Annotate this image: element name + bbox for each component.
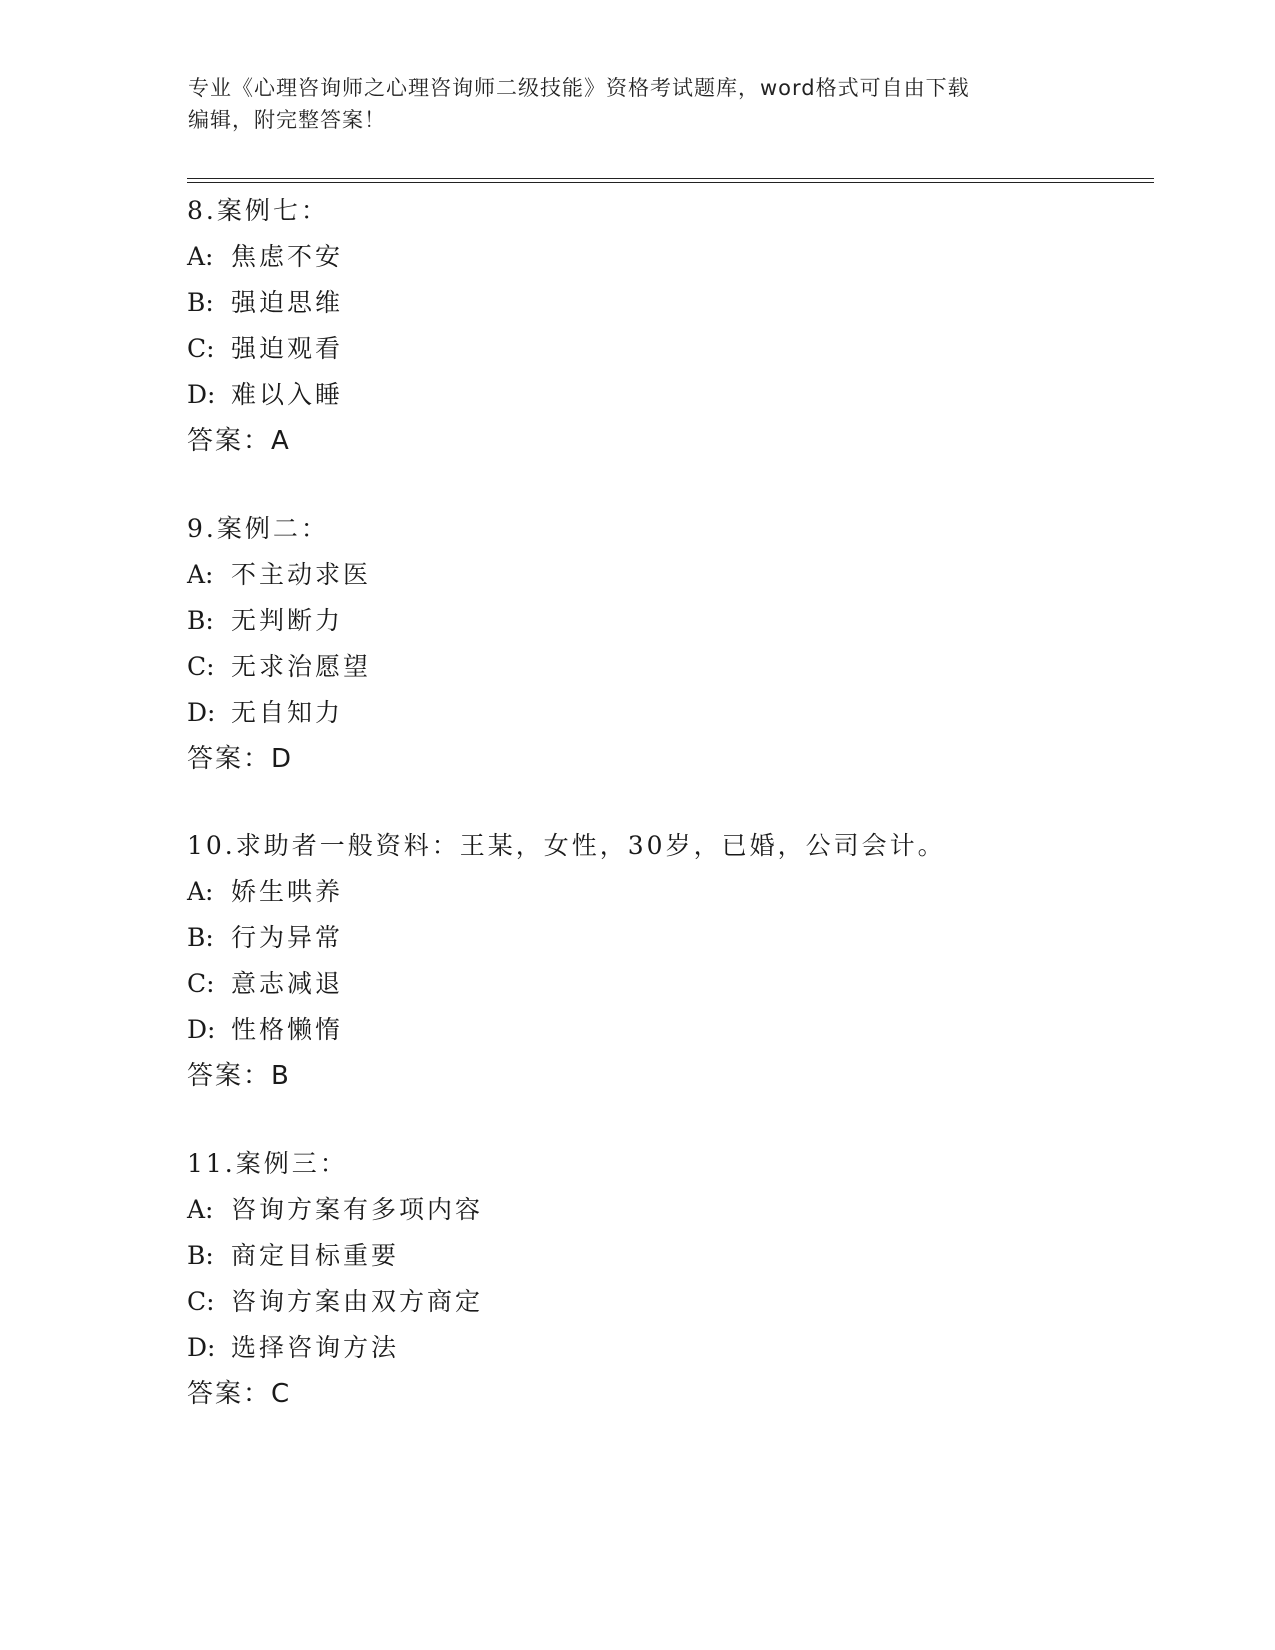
header-rule-top <box>187 178 1154 179</box>
header-line-2: 编辑，附完整答案！ <box>188 108 386 132</box>
question-block <box>187 188 1147 464</box>
option-a <box>187 1187 1147 1233</box>
option-b <box>187 1233 1147 1279</box>
header-rule-bottom <box>187 182 1154 183</box>
option-c <box>187 644 1147 690</box>
option-text: 行为异常 <box>231 923 344 952</box>
option-d <box>187 1007 1147 1053</box>
option-text: 强迫思维 <box>231 288 344 317</box>
option-key: D: <box>187 698 216 727</box>
option-key: C: <box>187 334 215 363</box>
option-key: D: <box>187 1015 216 1044</box>
option-d <box>187 372 1147 418</box>
option-a <box>187 869 1147 915</box>
option-c <box>187 961 1147 1007</box>
answer-line: 答案：C <box>187 1379 292 1409</box>
option-key: D: <box>187 380 216 409</box>
option-text: 咨询方案由双方商定 <box>231 1287 484 1316</box>
question-stem: 8.案例七： <box>187 196 329 225</box>
document-header <box>188 72 1088 136</box>
option-key: A: <box>187 560 214 589</box>
option-key: A: <box>187 877 214 906</box>
option-text: 娇生哄养 <box>231 877 344 906</box>
option-a <box>187 234 1147 280</box>
option-key: D: <box>187 1333 216 1362</box>
option-key: B: <box>187 606 214 635</box>
option-key: A: <box>187 242 214 271</box>
question-block <box>187 823 1147 1099</box>
option-key: B: <box>187 288 214 317</box>
option-b <box>187 598 1147 644</box>
option-text: 无自知力 <box>231 698 344 727</box>
option-text: 无求治愿望 <box>231 652 372 681</box>
option-key: B: <box>187 923 214 952</box>
question-stem: 11.案例三： <box>187 1149 348 1178</box>
option-key: A: <box>187 1195 214 1224</box>
answer-line: 答案：A <box>187 426 291 456</box>
question-stem: 9.案例二： <box>187 514 329 543</box>
answer-line: 答案：D <box>187 744 294 774</box>
option-a <box>187 552 1147 598</box>
option-text: 咨询方案有多项内容 <box>231 1195 484 1224</box>
header-line-1: 专业《心理咨询师之心理咨询师二级技能》资格考试题库，word格式可自由下载 <box>188 76 970 100</box>
option-text: 无判断力 <box>231 606 344 635</box>
option-text: 性格懒惰 <box>231 1015 344 1044</box>
option-key: C: <box>187 969 215 998</box>
option-c <box>187 1279 1147 1325</box>
option-text: 意志减退 <box>231 969 344 998</box>
option-key: C: <box>187 652 215 681</box>
option-b <box>187 915 1147 961</box>
option-text: 不主动求医 <box>231 560 372 589</box>
option-text: 强迫观看 <box>231 334 344 363</box>
question-stem: 10.求助者一般资料：王某，女性，30岁，已婚，公司会计。 <box>187 831 946 860</box>
question-block <box>187 1141 1147 1417</box>
option-c <box>187 326 1147 372</box>
option-text: 选择咨询方法 <box>231 1333 400 1362</box>
option-text: 商定目标重要 <box>231 1241 400 1270</box>
option-key: C: <box>187 1287 215 1316</box>
question-block <box>187 506 1147 782</box>
option-key: B: <box>187 1241 214 1270</box>
option-b <box>187 280 1147 326</box>
option-d <box>187 690 1147 736</box>
answer-line: 答案：B <box>187 1061 291 1091</box>
option-text: 焦虑不安 <box>231 242 344 271</box>
option-d <box>187 1325 1147 1371</box>
option-text: 难以入睡 <box>231 380 344 409</box>
